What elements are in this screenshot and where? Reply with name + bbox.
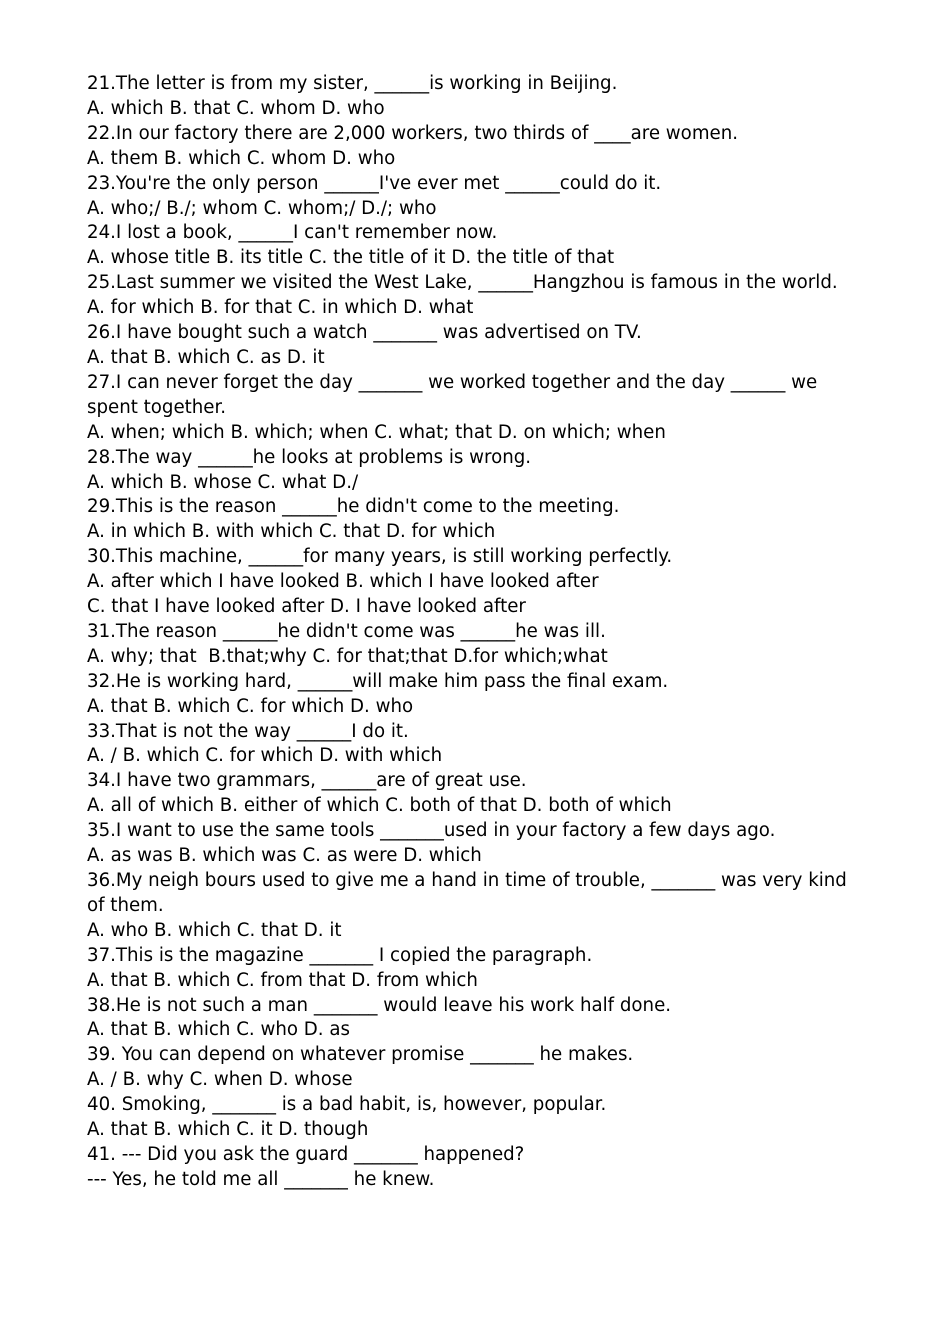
options-39: A. / B. why C. when D. whose	[87, 1069, 353, 1091]
question-27: 27.I can never forget the day _______ we worked together and the day ______ we spent together.	[87, 371, 823, 418]
options-25: A. for which B. for that C. in which D. what	[87, 297, 474, 319]
options-30-cd: C. that I have looked after D. I have looked after	[87, 596, 526, 618]
question-26: 26.I have bought such a watch _______ was advertised on TV.	[87, 322, 642, 344]
question-32: 32.He is working hard, ______will make him pass the final exam.	[87, 670, 669, 692]
options-35: A. as was B. which was C. as were D. which	[87, 845, 482, 867]
question-34: 34.I have two grammars, ______are of great use.	[87, 770, 527, 792]
question-29: 29.This is the reason ______he didn't come to the meeting.	[87, 496, 620, 518]
options-34: A. all of which B. either of which C. both of that D. both of which	[87, 795, 672, 817]
question-24: 24.I lost a book, ______I can't remember now.	[87, 222, 498, 244]
question-25: 25.Last summer we visited the West Lake, ______Hangzhou is famous in the world.	[87, 272, 838, 294]
document-page	[87, 72, 867, 1193]
options-22: A. them B. which C. whom D. who	[87, 147, 396, 169]
options-26: A. that B. which C. as D. it	[87, 346, 325, 368]
options-37: A. that B. which C. from that D. from which	[87, 969, 478, 991]
options-38: A. that B. which C. who D. as	[87, 1019, 350, 1041]
options-21: A. which B. that C. whom D. who	[87, 97, 385, 119]
question-35: 35.I want to use the same tools _______used in your factory a few days ago.	[87, 820, 776, 842]
options-29: A. in which B. with which C. that D. for which	[87, 521, 496, 543]
question-21: 21.The letter is from my sister, ______is working in Beijing.	[87, 73, 618, 94]
options-32: A. that B. which C. for which D. who	[87, 695, 414, 717]
question-41-reply: --- Yes, he told me all _______ he knew.	[87, 1168, 435, 1190]
options-23: A. who;/ B./; whom C. whom;/ D./; who	[87, 197, 437, 219]
question-37: 37.This is the magazine _______ I copied the paragraph.	[87, 944, 593, 966]
question-31: 31.The reason ______he didn't come was ______he was ill.	[87, 620, 606, 642]
question-28: 28.The way ______he looks at problems is wrong.	[87, 446, 532, 468]
question-22: 22.In our factory there are 2,000 workers, two thirds of ____are women.	[87, 122, 739, 144]
question-41-ask: 41. --- Did you ask the guard _______ happened?	[87, 1143, 525, 1165]
question-39: 39. You can depend on whatever promise _______ he makes.	[87, 1044, 634, 1066]
question-33: 33.That is not the way ______I do it.	[87, 720, 409, 742]
options-28: A. which B. whose C. what D./	[87, 471, 359, 493]
question-23: 23.You're the only person ______I've ever met ______could do it.	[87, 172, 662, 194]
question-40: 40. Smoking, _______ is a bad habit, is, however, popular.	[87, 1094, 607, 1116]
options-27: A. when; which B. which; when C. what; that D. on which; when	[87, 421, 666, 443]
options-24: A. whose title B. its title C. the title of it D. the title of that	[87, 247, 615, 269]
options-40: A. that B. which C. it D. though	[87, 1119, 369, 1141]
options-31: A. why; that B.that;why C. for that;that D.for which;what	[87, 645, 608, 667]
options-36: A. who B. which C. that D. it	[87, 919, 342, 941]
question-36: 36.My neigh bours used to give me a hand in time of trouble, _______ was very kind of them.	[87, 870, 853, 916]
options-30-ab: A. after which I have looked B. which I have looked after	[87, 571, 599, 593]
question-38: 38.He is not such a man _______ would leave his work half done.	[87, 994, 672, 1016]
question-30: 30.This machine, ______for many years, is still working perfectly.	[87, 546, 673, 568]
options-33: A. / B. which C. for which D. with which	[87, 745, 443, 767]
